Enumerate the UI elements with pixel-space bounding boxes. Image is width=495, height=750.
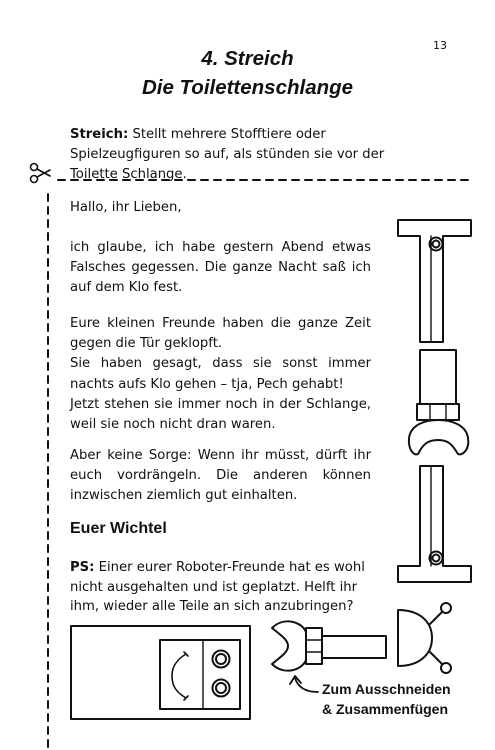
- title-line-1: 4. Streich: [201, 47, 294, 70]
- robot-arm-cutout: [398, 220, 471, 342]
- cut-line-2: & Zusammenfügen: [322, 701, 449, 717]
- paragraph-text: Eure kleinen Freunde haben die ganze Zeit gegen die Tür geklopft.: [70, 316, 371, 352]
- greeting-text: Hallo, ihr Lieben,: [70, 200, 182, 215]
- arrow-icon: [290, 676, 318, 692]
- paragraph-text: ich glaube, ich habe gestern Abend etwas Falsches gegessen. Die ganze Nacht saß ich auf dem Klo fest.: [70, 240, 371, 296]
- scissors-icon: [31, 164, 51, 183]
- robot-leg-cutout: [398, 466, 471, 582]
- robot-body-cutout: [71, 626, 250, 719]
- robot-head-cutout: [398, 603, 451, 673]
- ps-text: Einer eurer Roboter-Freunde hat es wohl nicht ausgehalten und ist geplatzt. Helft ihr ihm, wieder alle Teile an sich anzubringen?: [70, 560, 365, 614]
- prank-label: Streich:: [70, 127, 129, 142]
- prank-text: Stellt mehrere Stofftiere oder Spielzeugfiguren so auf, als stünden sie vor der Toilette Schlange.: [70, 127, 385, 182]
- paragraph-text: Jetzt stehen sie immer noch in der Schlange, weil sie noch nicht dran waren.: [70, 396, 371, 433]
- signature: Euer Wichtel: [70, 520, 167, 537]
- paragraph-text: Aber keine Sorge: Wenn ihr müsst, dürft ihr euch vordrängeln. Die anderen können inzwischen ziemlich gut einhalten.: [70, 448, 371, 504]
- title-line-2: Die Toilettenschlange: [141, 76, 354, 99]
- paragraph-text: Sie haben gesagt, dass sie sonst immer nachts aufs Klo gehen – tja, Pech gehabt!: [70, 356, 371, 392]
- cut-line-1: Zum Ausschneiden: [322, 681, 451, 697]
- robot-arm-horizontal-cutout: [272, 621, 386, 670]
- robot-hand-cutout: [409, 350, 468, 454]
- ps-label: PS:: [70, 560, 95, 575]
- page-number: 13: [433, 39, 447, 52]
